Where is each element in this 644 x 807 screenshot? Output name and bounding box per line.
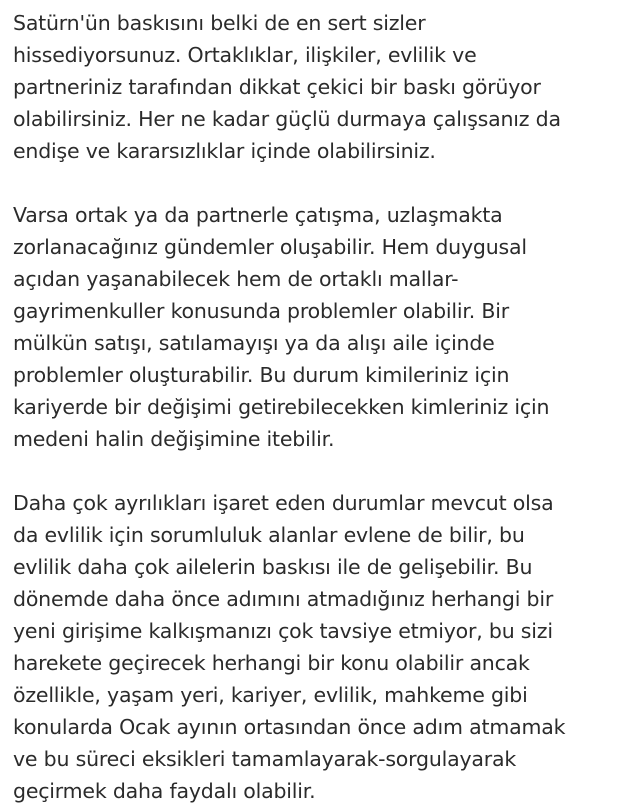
text-line: açıdan yaşanabilecek hem de ortaklı mallar- bbox=[13, 267, 459, 291]
text-line: evlilik daha çok ailelerin baskısı ile de gelişebilir. Bu bbox=[13, 555, 533, 579]
text-line: partneriniz tarafından dikkat çekici bir baskı görüyor bbox=[13, 75, 541, 99]
text-line: medeni halin değişimine itebilir. bbox=[13, 427, 335, 451]
text-line: Satürn'ün baskısını belki de en sert sizler bbox=[13, 11, 426, 35]
text-line: konularda Ocak ayının ortasından önce adım atmamak bbox=[13, 715, 566, 739]
paragraph-1 bbox=[13, 7, 634, 167]
text-line: geçirmek daha faydalı olabilir. bbox=[13, 779, 316, 803]
text-line: özellikle, yaşam yeri, kariyer, evlilik, mahkeme gibi bbox=[13, 683, 528, 707]
text-line: Varsa ortak ya da partnerle çatışma, uzlaşmakta bbox=[13, 203, 503, 227]
paragraph-3 bbox=[13, 487, 634, 807]
text-line: dönemde daha önce adımını atmadığınız herhangi bir bbox=[13, 587, 554, 611]
text-line: ve bu süreci eksikleri tamamlayarak-sorgulayarak bbox=[13, 747, 517, 771]
text-line: problemler oluşturabilir. Bu durum kimileriniz için bbox=[13, 363, 510, 387]
text-line: gayrimenkuller konusunda problemler olabilir. Bir bbox=[13, 299, 509, 323]
text-line: mülkün satışı, satılamayışı ya da alışı aile içinde bbox=[13, 331, 495, 355]
text-line: olabilirsiniz. Her ne kadar güçlü durmaya çalışsanız da bbox=[13, 107, 561, 131]
paragraph-2 bbox=[13, 199, 634, 455]
text-line: harekete geçirecek herhangi bir konu olabilir ancak bbox=[13, 651, 530, 675]
text-line: hissediyorsunuz. Ortaklıklar, ilişkiler, evlilik ve bbox=[13, 43, 477, 67]
text-line: yeni girişime kalkışmanızı çok tavsiye etmiyor, bu sizi bbox=[13, 619, 553, 643]
text-line: kariyerde bir değişimi getirebilecekken kimleriniz için bbox=[13, 395, 550, 419]
text-line: Daha çok ayrılıkları işaret eden durumlar mevcut olsa bbox=[13, 491, 554, 515]
text-line: da evlilik için sorumluluk alanlar evlene de bilir, bu bbox=[13, 523, 525, 547]
text-line: zorlanacağınız gündemler oluşabilir. Hem duygusal bbox=[13, 235, 527, 259]
text-line: endişe ve kararsızlıklar içinde olabilirsiniz. bbox=[13, 139, 436, 163]
